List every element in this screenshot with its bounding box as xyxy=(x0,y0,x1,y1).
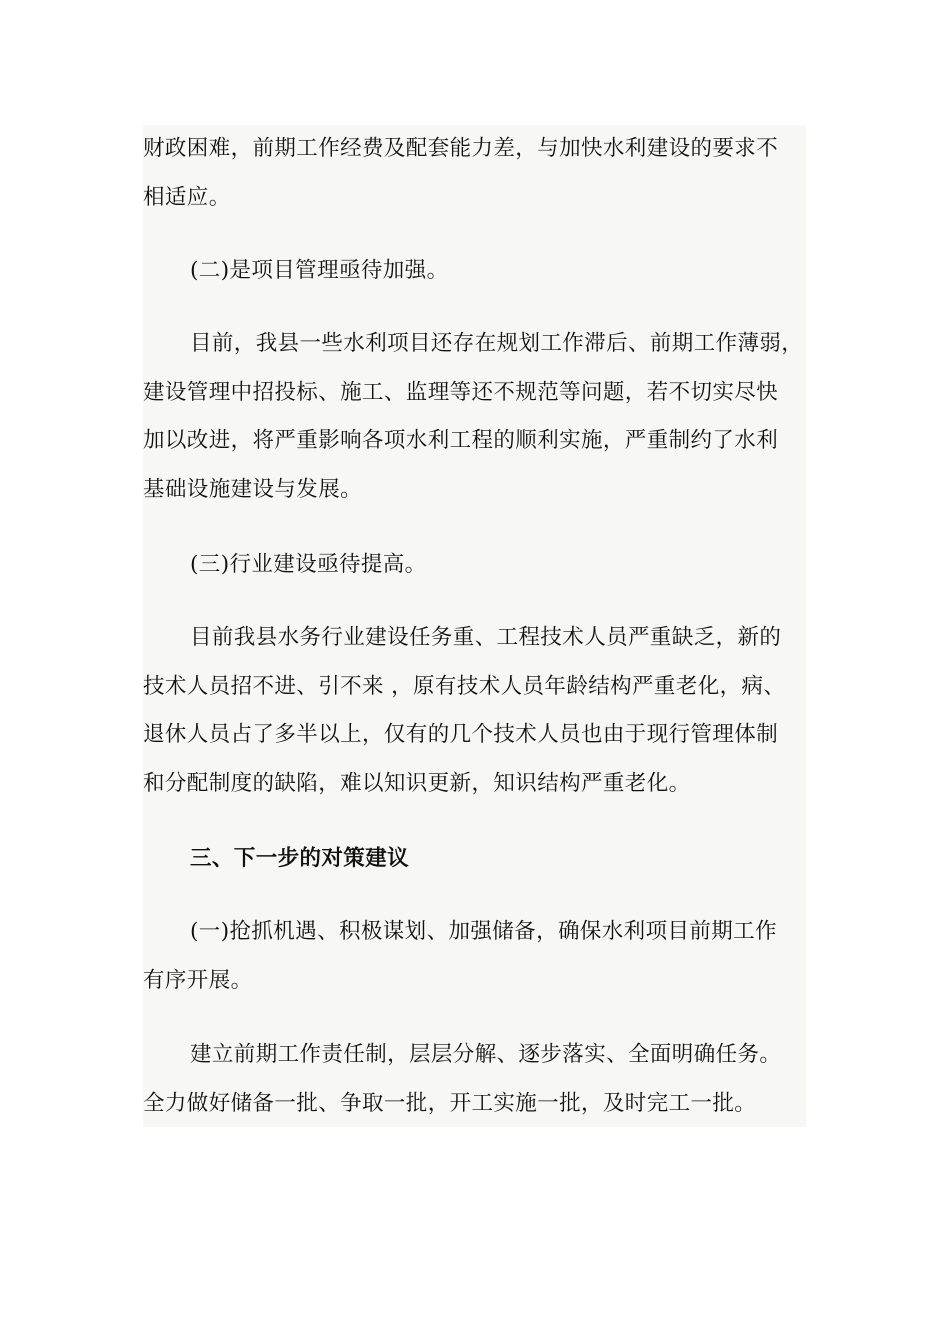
text-line: 基础设施建设与发展。 xyxy=(143,476,363,502)
text-line: 三、下一步的对策建议 xyxy=(190,846,410,871)
text-line: 建设管理中招投标、施工、监理等还不规范等问题，若不切实尽快 xyxy=(143,379,779,405)
text-line: (二)是项目管理亟待加强。 xyxy=(190,258,449,283)
paragraph-fiscal-difficulty xyxy=(143,125,806,222)
paragraph-responsibility-system xyxy=(143,1031,806,1128)
subheading-project-management xyxy=(143,247,853,296)
text-line: (一)抢抓机遇、积极谋划、加强储备，确保水利项目前期工作 xyxy=(190,919,777,944)
text-line: 目前，我县一些水利项目还存在规划工作滞后、前期工作薄弱， xyxy=(190,331,804,356)
paragraph-seize-opportunities xyxy=(143,908,806,1005)
text-line: 加以改进，将严重影响各项水利工程的顺利实施，严重制约了水利 xyxy=(143,428,779,453)
text-line: 技术人员招不进、引不来 ，原有技术人员年龄结构严重老化，病、 xyxy=(143,673,786,699)
text-line: 有序开展。 xyxy=(143,967,253,993)
text-line: 目前我县水务行业建设任务重、工程技术人员严重缺乏，新的 xyxy=(190,625,782,650)
text-line: 财政困难，前期工作经费及配套能力差，与加快水利建设的要求不 xyxy=(143,136,779,161)
text-line: 相适应。 xyxy=(143,184,231,210)
paragraph-project-management xyxy=(143,320,806,514)
section-heading-next-steps xyxy=(143,835,853,884)
document-text-block xyxy=(143,125,806,1127)
subheading-industry-construction xyxy=(143,541,853,590)
text-line: 全力做好储备一批、争取一批，开工实施一批，及时完工一批。 xyxy=(143,1090,757,1116)
text-line: 建立前期工作责任制，层层分解、逐步落实、全面明确任务。 xyxy=(190,1042,782,1067)
text-line: 和分配制度的缺陷，难以知识更新，知识结构严重老化。 xyxy=(143,770,691,796)
text-line: (三)行业建设亟待提高。 xyxy=(190,552,427,577)
text-line: 退休人员占了多半以上，仅有的几个技术人员也由于现行管理体制 xyxy=(143,722,779,747)
paragraph-industry-construction xyxy=(143,614,806,808)
